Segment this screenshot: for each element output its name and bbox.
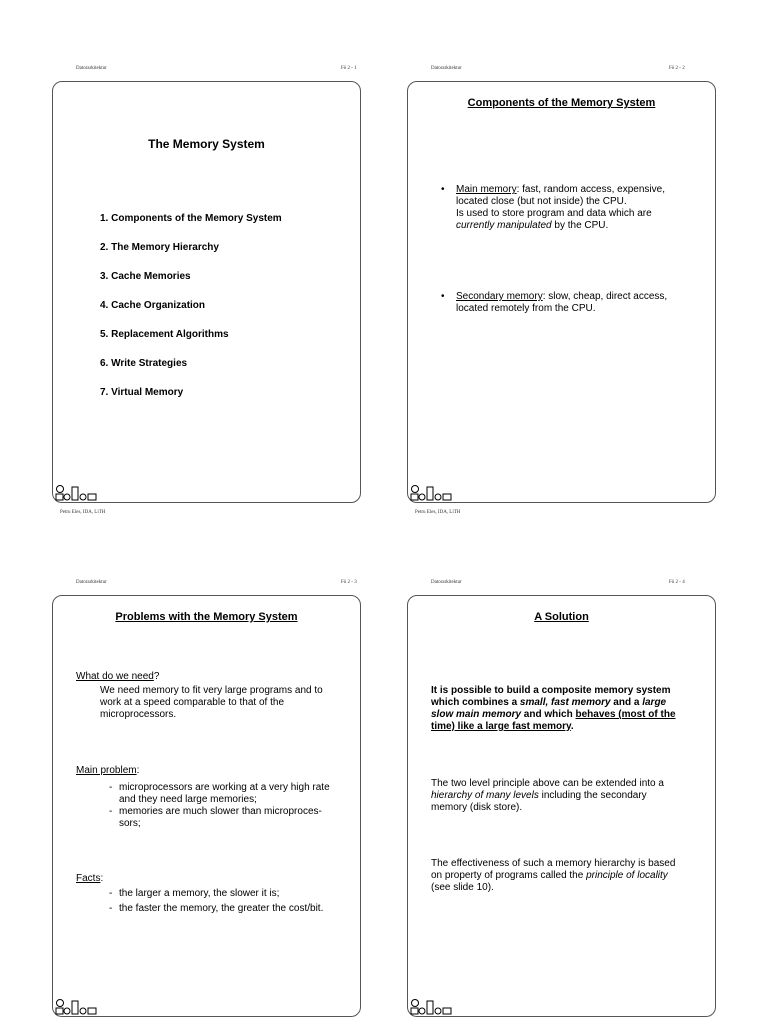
emphasis-text: principle of locality [586, 870, 668, 881]
text-line: The two level principle above can be extended into a [431, 778, 664, 789]
slide-1 [52, 81, 361, 503]
footer-author: Petru Eles, IDA, LiTH [415, 510, 461, 515]
slide-2 [407, 81, 716, 503]
punctuation: . [570, 721, 574, 732]
list-item: - memories are much slower than microproces- sors; [109, 806, 322, 829]
header-course: Datorarkitektur [76, 580, 107, 585]
header-page-number: Fö 2 - 1 [341, 66, 357, 71]
emphasis-text: large [642, 697, 667, 708]
header-page-number: Fö 2 - 2 [669, 66, 685, 71]
list-item: - microprocessors are working at a very high rate and they need large memories; [109, 782, 330, 805]
toc-item: 6. Write Strategies [100, 358, 188, 369]
text-line: the faster the memory, the greater the cost/bit. [119, 903, 324, 914]
emphasis-text: slow main memory [431, 709, 522, 720]
emphasis-text: currently manipulated [456, 220, 552, 231]
text-line: : slow, cheap, direct access, [542, 291, 668, 302]
secondary-memory-bullet [456, 291, 706, 315]
text-line: Is used to store program and data which are [456, 208, 652, 219]
text-line: microprocessors. [100, 709, 177, 720]
text-line: and a [610, 697, 643, 708]
slide-title: A Solution [534, 611, 589, 623]
punctuation: : [136, 765, 140, 776]
punctuation: : [100, 873, 104, 884]
toc-item: 3. Cache Memories [100, 271, 191, 282]
lith-logo-icon [410, 999, 454, 1015]
text-line: The effectiveness of such a memory hierarchy is based [431, 858, 676, 869]
slide-3 [52, 595, 361, 1017]
underlined-text: time) like a large fast memory [431, 721, 571, 732]
solution-statement [431, 685, 711, 733]
text-line: on property of programs called the [431, 870, 587, 881]
section-heading: Main problem [76, 765, 137, 776]
bullet-icon: • [441, 291, 445, 302]
footer-author: Petru Eles, IDA, LiTH [60, 510, 106, 515]
slide-title: The Memory System [148, 137, 265, 151]
toc-item: 1. Components of the Memory System [100, 213, 282, 224]
lith-logo-icon [55, 485, 99, 501]
toc-item: 7. Virtual Memory [100, 387, 184, 398]
text-line: memories are much slower than microproces- [119, 806, 322, 817]
text-line: located close (but not inside) the CPU. [456, 196, 627, 207]
header-course: Datorarkitektur [431, 580, 462, 585]
text-line: (see slide 10). [431, 882, 494, 893]
toc-item: 5. Replacement Algorithms [100, 329, 229, 340]
text-line: including the secondary [538, 790, 647, 801]
list-item: - the faster the memory, the greater the cost/bit. [109, 903, 324, 914]
need-heading [76, 671, 159, 683]
locality-paragraph [431, 858, 711, 894]
text-line: and they need large memories; [119, 794, 257, 805]
header-page-number: Fö 2 - 4 [669, 580, 685, 585]
emphasis-text: small, fast memory [519, 697, 611, 708]
toc-item: 4. Cache Organization [100, 300, 206, 311]
need-paragraph [100, 685, 350, 721]
text-line: : fast, random access, expensive, [516, 184, 665, 195]
slide-title: Problems with the Memory System [115, 611, 298, 623]
text-line: memory (disk store). [431, 802, 523, 813]
header-course: Datorarkitektur [431, 66, 462, 71]
text-line: by the CPU. [551, 220, 609, 231]
header-page-number: Fö 2 - 3 [341, 580, 357, 585]
emphasis-text: hierarchy of many levels [431, 790, 539, 801]
main-problem-list [109, 782, 349, 830]
facts-heading [76, 873, 103, 885]
toc-item: 2. The Memory Hierarchy [100, 242, 219, 253]
text-line: the larger a memory, the slower it is; [119, 888, 280, 899]
text-line: work at a speed comparable to that of the [100, 697, 284, 708]
text-line: located remotely from the CPU. [456, 303, 596, 314]
term-main-memory: Main memory [456, 184, 517, 195]
text-line: which combines a [431, 697, 520, 708]
hierarchy-paragraph [431, 778, 711, 814]
text-line: sors; [119, 818, 141, 829]
text-line: and which [521, 709, 576, 720]
main-memory-bullet [456, 184, 706, 232]
slide-4 [407, 595, 716, 1017]
underlined-text: behaves (most of the [575, 709, 676, 720]
list-item: - the larger a memory, the slower it is; [109, 888, 280, 899]
facts-list [109, 888, 349, 915]
lith-logo-icon [55, 999, 99, 1015]
section-heading: What do we need [76, 671, 154, 682]
text-line: microprocessors are working at a very high rate [119, 782, 330, 793]
text-line: It is possible to build a composite memory system [431, 685, 671, 696]
term-secondary-memory: Secondary memory [456, 291, 543, 302]
text-line: We need memory to fit very large programs and to [100, 685, 323, 696]
header-course: Datorarkitektur [76, 66, 107, 71]
punctuation: ? [153, 671, 160, 682]
bullet-icon: • [441, 184, 445, 195]
section-heading: Facts [76, 873, 101, 884]
slide-title: Components of the Memory System [467, 97, 656, 109]
lith-logo-icon [410, 485, 454, 501]
main-problem-heading [76, 765, 139, 777]
